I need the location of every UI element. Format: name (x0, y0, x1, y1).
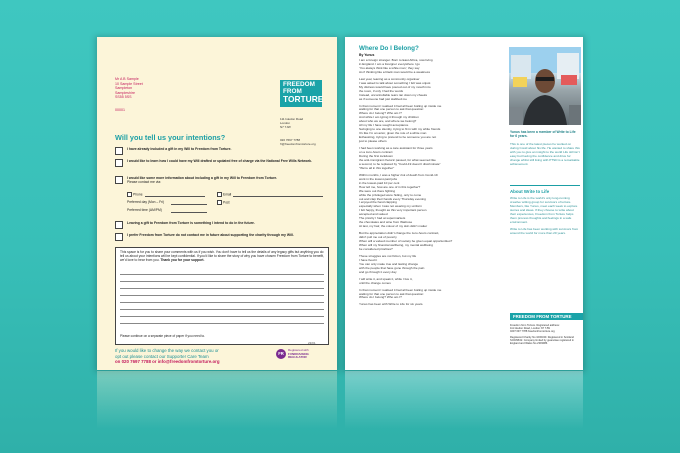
comments-intro (120, 250, 324, 263)
poem-line: The priority I had at supermarkets (359, 216, 406, 221)
poem-line: didn't pull me out of poverty (359, 235, 397, 240)
poem-line: the chocolates and wine from Waitrose (359, 220, 413, 225)
poem-line: and go through it every day (359, 269, 397, 274)
comments-thanks: Thank you for your support. (160, 258, 205, 263)
poem-line: Instead, uncontrollable tears ran down my cheeks (359, 92, 428, 97)
sidebar-divider (510, 185, 580, 186)
right-page-reflection (345, 371, 583, 429)
org-address-line: 111 Isledon Road (280, 117, 304, 121)
preferred-day-field: Preferred day (Mon – Fri) (127, 200, 165, 204)
writing-line (120, 316, 324, 317)
writing-line (120, 281, 324, 282)
cta-line: If you would like to change the way we contact you or (115, 348, 219, 353)
checkbox[interactable] (217, 200, 222, 205)
writing-line (120, 288, 324, 289)
org-address-line: London (280, 120, 291, 125)
poem-line: I had been working as a care assistant for three years (359, 146, 433, 151)
poem-line: How tell me, how are one of in this together? (359, 184, 421, 189)
poem-line: You can only make true and lasting change (359, 261, 419, 266)
poem-line: In that moment I realised it had all been boiling up inside me (359, 103, 442, 108)
poem-line: Swinging to one identity, trying to fit in with my white friends (359, 127, 441, 132)
footer-line: Registered Charity No 1000340. Registered in Scotland SC039632. Company limited by guarantee registered in England and Wales No 2393086. (510, 335, 574, 346)
address-line: SS55 5SS (115, 95, 132, 100)
regulator-line: FUNDRAISING (288, 351, 309, 356)
poem-line: When will a valued member of society be given equal opportunities? (359, 239, 453, 244)
logo-word: TORTURE (550, 314, 572, 319)
organisation-contact (280, 139, 316, 147)
poem-line: And while I am typing it through my children (359, 115, 419, 120)
about-heading: About Write to Life (510, 189, 550, 194)
org-email: fr@freedomfromtorture.org (280, 141, 316, 146)
writing-line (120, 302, 324, 303)
checkbox[interactable] (217, 192, 222, 197)
poem-line: Where do I belong? Who am I? (359, 295, 402, 300)
writing-line (120, 274, 324, 275)
stanza-gap (359, 307, 499, 310)
poem-line: In that moment I realised it had all been boiling up inside me (359, 287, 442, 292)
intention-form-page (97, 37, 337, 370)
poem-line: the anti-immigrant rhetoric passed, for what seemed like (359, 157, 436, 162)
poem-line: 'You always think like a white man,' they say (359, 65, 420, 70)
preferred-day-line[interactable] (171, 204, 207, 205)
continue-note: Please continue on a separate piece of paper if you need to. (120, 334, 206, 338)
poem-line: "We're all in this together" (359, 165, 395, 170)
comments-intro-text: This space is for you to share your comments with us if you wish. You don't have to tell us the details of any legacy gifts but anything you do tell us about your intentions will be kept confidential. If you'd like to share the story of why you have chosen Freedom from Torture to benefit, we'd love to hear from you. (120, 250, 324, 263)
poem-line: the room, if only I had the words (359, 88, 404, 93)
poem-line: Where do I belong? Who am I? (359, 111, 402, 116)
poem-line: while the privileged were hiding, only to come (359, 192, 422, 197)
footer-line: Freedom from Torture. Registered address: (510, 324, 560, 327)
poem-line: waiting for that one person to ask that question: (359, 107, 425, 112)
option-label: Leaving a gift to Freedom from Torture is something I intend to do in the future. (127, 221, 255, 225)
phone-label: Phone (133, 192, 143, 197)
date-code: 23/01 (308, 341, 316, 345)
poem-line: until the change comes (359, 280, 391, 285)
preferred-time-line[interactable] (171, 212, 207, 213)
supporter-reference: 00001 (115, 108, 125, 112)
story-title: Where Do I Belong? (359, 45, 419, 52)
option-label: I have already included a gift in my Will to Freedom from Torture. (127, 147, 232, 151)
logo-word: FROM (283, 87, 302, 95)
email-option[interactable] (217, 192, 231, 197)
logo-word: FROM (536, 314, 550, 319)
story-byline: By Yunus (359, 53, 375, 57)
address-line: Sampleton (115, 86, 133, 91)
poem-line: We were out there fighting (359, 188, 396, 193)
organisation-address (280, 118, 303, 130)
left-page-reflection (97, 371, 337, 429)
poem-line: As if thinking like a black man would be a weakness (359, 69, 431, 74)
poem-line: as if someone had just stabbed me (359, 96, 407, 101)
poem-line: a second, to be replaced by "Covid-19 doesn't discriminate" (359, 161, 441, 166)
footer-line: 0207 697 7788 freedomfromtorture.org (510, 330, 555, 334)
comments-box[interactable] (115, 247, 329, 345)
freedom-from-torture-logo (280, 80, 322, 107)
checkbox[interactable] (127, 192, 132, 197)
poem-line: especially when I was not wearing my uniform (359, 204, 422, 209)
poem-line: But the appreciation didn't change the zero-hours contract, (359, 231, 440, 236)
cta-contact: on 020 7697 7788 or info@freedomfromtorture.org (115, 359, 220, 365)
poem-line: just to please others (359, 139, 387, 144)
poem-line: Last year, leaning as a community organiser (359, 76, 420, 81)
fundraising-regulator-badge: FR (276, 349, 286, 359)
fundraising-regulator-text (288, 349, 309, 360)
checkbox[interactable] (115, 233, 123, 241)
checkbox[interactable] (115, 176, 123, 184)
address-line: Mr A B Sample (115, 77, 139, 81)
checkbox[interactable] (115, 159, 123, 167)
address-line: 10 Sample Street (115, 81, 143, 86)
sidebar-intro: This is one of the latest pieces he worked on during Covid about his life. He wanted to share this with you to give an insight to the world Life still isn't easy but having the confidence and drive for change whilst still living with PTSD is a remarkable achievement. (510, 142, 580, 166)
org-address-line: N7 7JW (280, 124, 291, 129)
phone-line[interactable] (145, 196, 205, 197)
about-paragraph: Write to Life is the world's only long-running creative writing group for survivors of torture. Members, like Yunus, meet each week to explore stories and ideas. If they choose to write about their experiences, Freedom from Torture helps them process thoughts and feelings in a safe environment. (510, 196, 578, 224)
poem-line: I was asked to talk about something I felt was unjust (359, 80, 431, 85)
preferred-time-field: Preferred time (AM/PM) (127, 208, 162, 212)
option-label: I prefer Freedom from Torture do not contact me in future about supporting the charity through my Will. (127, 233, 294, 237)
phone-option[interactable] (127, 192, 143, 197)
logo-word: FREEDOM (283, 81, 315, 88)
logo-word: TORTURE (283, 94, 324, 105)
poem-line: waiting for that one person to ask that question: (359, 291, 425, 296)
email-line[interactable] (233, 196, 323, 197)
writing-line (120, 295, 324, 296)
recipient-address (115, 77, 143, 100)
poem-line: be considered priorities? (359, 246, 393, 251)
poem-line: Within months, I was a higher risk of death from Covid-19 (359, 172, 438, 177)
poem-line: Yunus has been with Write to Life for six years. (359, 302, 424, 307)
contact-via-label: Please contact me via: (127, 180, 162, 185)
cta-line: opt out please contact our Supporter Care Team (115, 353, 209, 359)
poem-line: These struggles are not fiction, but my life (359, 253, 417, 258)
poem-line: I felt happy, thought as this very important person (359, 208, 427, 213)
photo-illustration (509, 47, 581, 125)
checkbox[interactable] (115, 147, 123, 155)
poem-line: I am a foreign stranger. Born to East Africa, now living (359, 58, 433, 62)
caption-text: Yunus has been a member of Write to Life for 6 years. (510, 130, 576, 139)
poem-line: in England. I am a foreigner everywhere I go (359, 61, 420, 66)
about-text (510, 197, 580, 236)
yunus-photo (509, 47, 581, 125)
story-page (345, 37, 583, 370)
post-option[interactable] (217, 200, 230, 205)
checkbox[interactable] (115, 221, 123, 229)
about-paragraph: Write to Life has been working with survivors from around the world for more than 20 years. (510, 226, 579, 235)
poem-line: with the people that have gone through the pain (359, 265, 425, 270)
poem-text (359, 59, 499, 310)
poem-line: work in the lowest-paid jobs (359, 176, 398, 181)
poem-line: I will write it, and speak it, while I live it, (359, 276, 413, 281)
address-line: Sampleshire (115, 90, 135, 95)
footer-logo (510, 313, 583, 320)
poem-line: At last, my hair, the colour of my skin didn't matter (359, 224, 428, 229)
poem-line: about who we are, and where we belong? (359, 119, 417, 124)
poem-line: on a zero-hours contract (359, 150, 393, 155)
form-heading: Will you tell us your intentions? (115, 133, 226, 142)
poem-line: I have lived it (359, 257, 378, 262)
photo-caption (510, 130, 580, 138)
writing-line (120, 323, 324, 324)
logo-word: FREEDOM (513, 314, 535, 319)
post-label: Post (223, 200, 230, 205)
contact-preferences-note (115, 348, 275, 365)
poem-line: My distress would have poured out of my mouth into (359, 84, 431, 89)
option-label: I would like to learn how I could have my Will drafted or updated free of charge via the National Free Wills Network. (127, 159, 312, 163)
poem-line: out and clap their hands every Thursday evening (359, 196, 426, 201)
org-phone: 020 7697 7788 (280, 138, 301, 142)
poem-line: I enjoyed the hand clapping (359, 200, 397, 205)
writing-line (120, 309, 324, 310)
poem-line: accepted and valued (359, 212, 388, 217)
poem-line: It's like I'm an actor, given the role of a white man (359, 131, 427, 136)
email-label: Email (223, 192, 232, 197)
poem-line: in the lowest-paid 10 per cent (359, 180, 400, 185)
poem-line: When will my financial wellbeing, my mental wellbeing (359, 242, 433, 247)
regulator-line: Registered with (288, 348, 309, 352)
regulator-line: REGULATOR (288, 355, 307, 360)
footer-line: 111 Isledon Road, London N7 7JW (510, 327, 550, 331)
option-label: I would like some more information about including a gift in my Will to Freedom from Torture. (127, 176, 278, 180)
poem-line: During the first lockdown (359, 153, 393, 158)
footer-info (510, 324, 580, 345)
poem-line: All my life I have sought acceptance (359, 123, 409, 128)
poem-line: Exhausting, trying to pretend to be someone you are not (359, 135, 437, 140)
